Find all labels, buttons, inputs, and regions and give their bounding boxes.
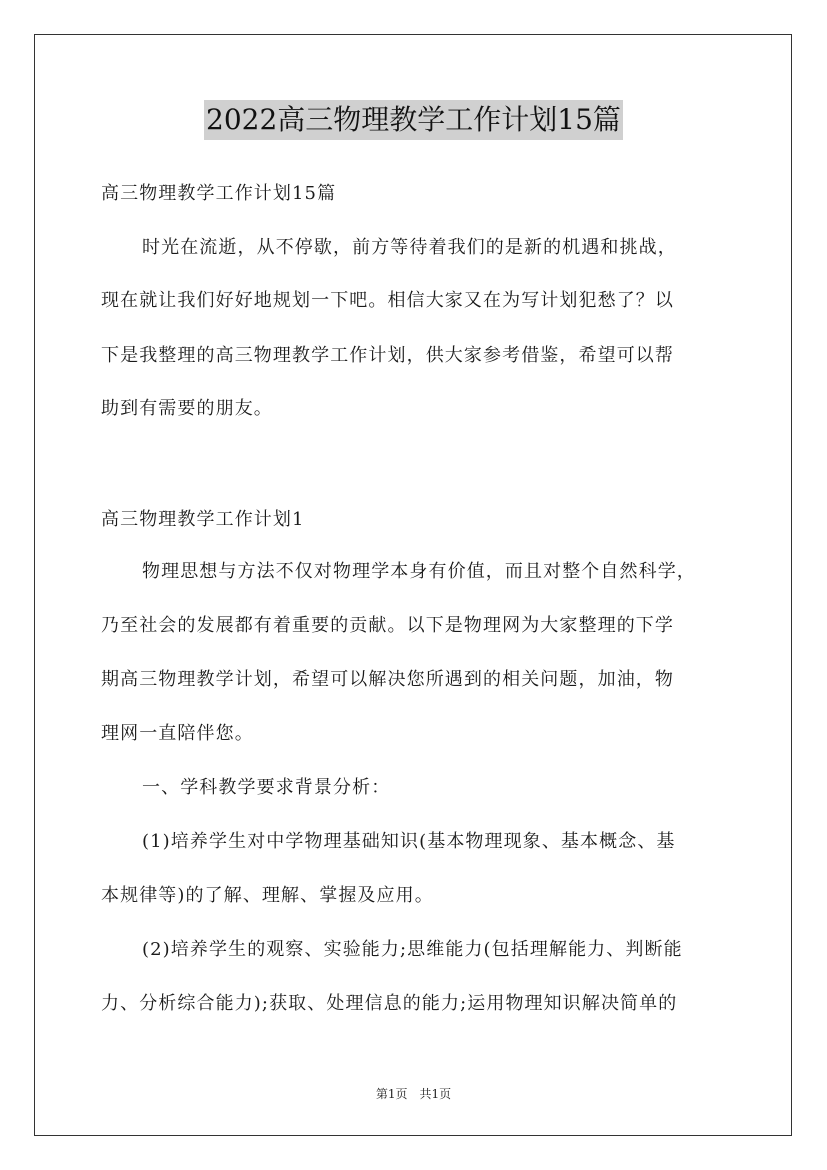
paragraph-line: (1)培养学生对中学物理基础知识(基本物理现象、基本概念、基	[142, 831, 676, 852]
paragraph-line: 物理思想与方法不仅对物理学本身有价值，而且对整个自然科学，	[142, 561, 696, 582]
paragraph-line: 力、分析综合能力);获取、处理信息的能力;运用物理知识解决简单的	[101, 993, 678, 1014]
subsection-heading: 一、学科教学要求背景分析：	[142, 777, 391, 798]
subtitle-line: 高三物理教学工作计划15篇	[101, 183, 337, 204]
paragraph-line: 乃至社会的发展都有着重要的贡献。以下是物理网为大家整理的下学	[101, 615, 674, 636]
page-total: 共1页	[419, 1087, 452, 1101]
paragraph-line: 理网一直陪伴您。	[101, 723, 254, 744]
paragraph-line: (2)培养学生的观察、实验能力;思维能力(包括理解能力、判断能	[142, 939, 683, 960]
paragraph-line: 时光在流逝，从不停歇，前方等待着我们的是新的机遇和挑战，	[142, 237, 677, 258]
page-number: 第1页	[375, 1087, 408, 1101]
section-heading: 高三物理教学工作计划1	[101, 509, 305, 530]
paragraph-line: 本规律等)的了解、理解、掌握及应用。	[101, 885, 434, 906]
document-title: 2022高三物理教学工作计划15篇	[204, 100, 623, 140]
paragraph-line: 期高三物理教学计划，希望可以解决您所遇到的相关问题，加油，物	[101, 669, 674, 690]
paragraph-line: 助到有需要的朋友。	[101, 398, 273, 419]
page-footer	[0, 1085, 827, 1102]
paragraph-line: 下是我整理的高三物理教学工作计划，供大家参考借鉴，希望可以帮	[101, 345, 674, 366]
paragraph-line: 现在就让我们好好地规划一下吧。相信大家又在为写计划犯愁了？以	[101, 290, 674, 311]
title-container	[0, 100, 827, 140]
